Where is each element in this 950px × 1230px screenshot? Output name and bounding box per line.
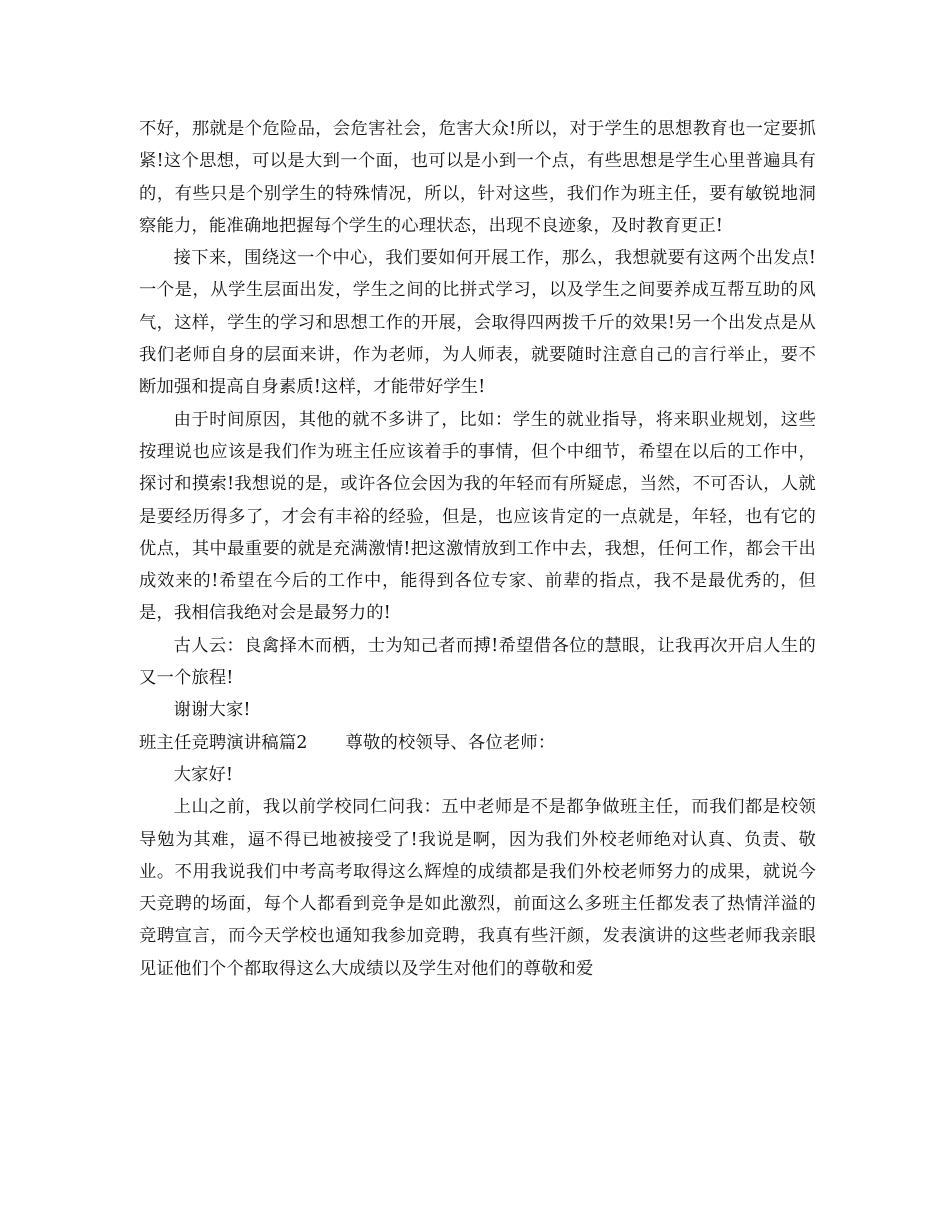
- paragraph-closing: 上山之前，我以前学校同仁问我：五中老师是不是都争做班主任，而我们都是校领导勉为其难，逼不得已地被接受了!我说是啊，因为我们外校老师绝对认真、负责、敬业。不用我说我们中考高考取得这么辉煌的成绩都是我们外校老师努力的成果，就说今天竞聘的场面，每个人都看到竞争是如此激烈，前面这么多班主任都发表了热情洋溢的竞聘宣言，而今天学校也通知我参加竞聘，我真有些汗颜，发表演讲的这些老师我亲眼见证他们个个都取得这么大成绩以及学生对他们的尊敬和爱: [139, 797, 816, 979]
- paragraph-2: 接下来，围绕这一个中心，我们要如何开展工作，那么，我想就要有这两个出发点!一个是，从学生层面出发，学生之间的比拼式学习，以及学生之间要养成互帮互助的风气，这样，学生的学习和思想工作的开展，会取得四两拨千斤的效果!另一个出发点是从我们老师自身的层面来讲，作为老师，为人师表，就要随时注意自己的言行举止，要不断加强和提高自身素质!这样，才能带好学生!: [139, 248, 816, 398]
- paragraph-4: 古人云：良禽择木而栖，士为知己者而搏!希望借各位的慧眼，让我再次开启人生的又一个旅程!: [139, 635, 816, 689]
- greeting: 大家好!: [173, 764, 234, 785]
- section-title: 班主任竞聘演讲稿篇2: [139, 732, 308, 753]
- section-salutation: 尊敬的校领导、各位老师：: [345, 732, 556, 753]
- paragraph-5: 谢谢大家!: [173, 700, 251, 721]
- section-heading-line: [139, 727, 816, 759]
- document-body: [139, 113, 816, 985]
- paragraph-3: 由于时间原因，其他的就不多讲了，比如：学生的就业指导，将来职业规划，这些按理说也应该是我们作为班主任应该着手的事情，但个中细节，希望在以后的工作中，探讨和摸索!我想说的是，或许各位会因为我的年轻而有所疑虑，当然，不可否认，人就是要经历得多了，才会有丰裕的经验，但是，也应该肯定的一点就是，年轻，也有它的优点，其中最重要的就是充满激情!把这激情放到工作中去，我想，任何工作，都会干出成效来的!希望在今后的工作中，能得到各位专家、前辈的指点，我不是最优秀的，但是，我相信我绝对会是最努力的!: [139, 409, 816, 624]
- paragraph-1: 不好，那就是个危险品，会危害社会，危害大众!所以，对于学生的思想教育也一定要抓紧!这个思想，可以是大到一个面，也可以是小到一个点，有些思想是学生心里普遍具有的，有些只是个别学生的特殊情况，所以，针对这些，我们作为班主任，要有敏锐地洞察能力，能准确地把握每个学生的心理状态，出现不良迹象，及时教育更正!: [139, 119, 816, 236]
